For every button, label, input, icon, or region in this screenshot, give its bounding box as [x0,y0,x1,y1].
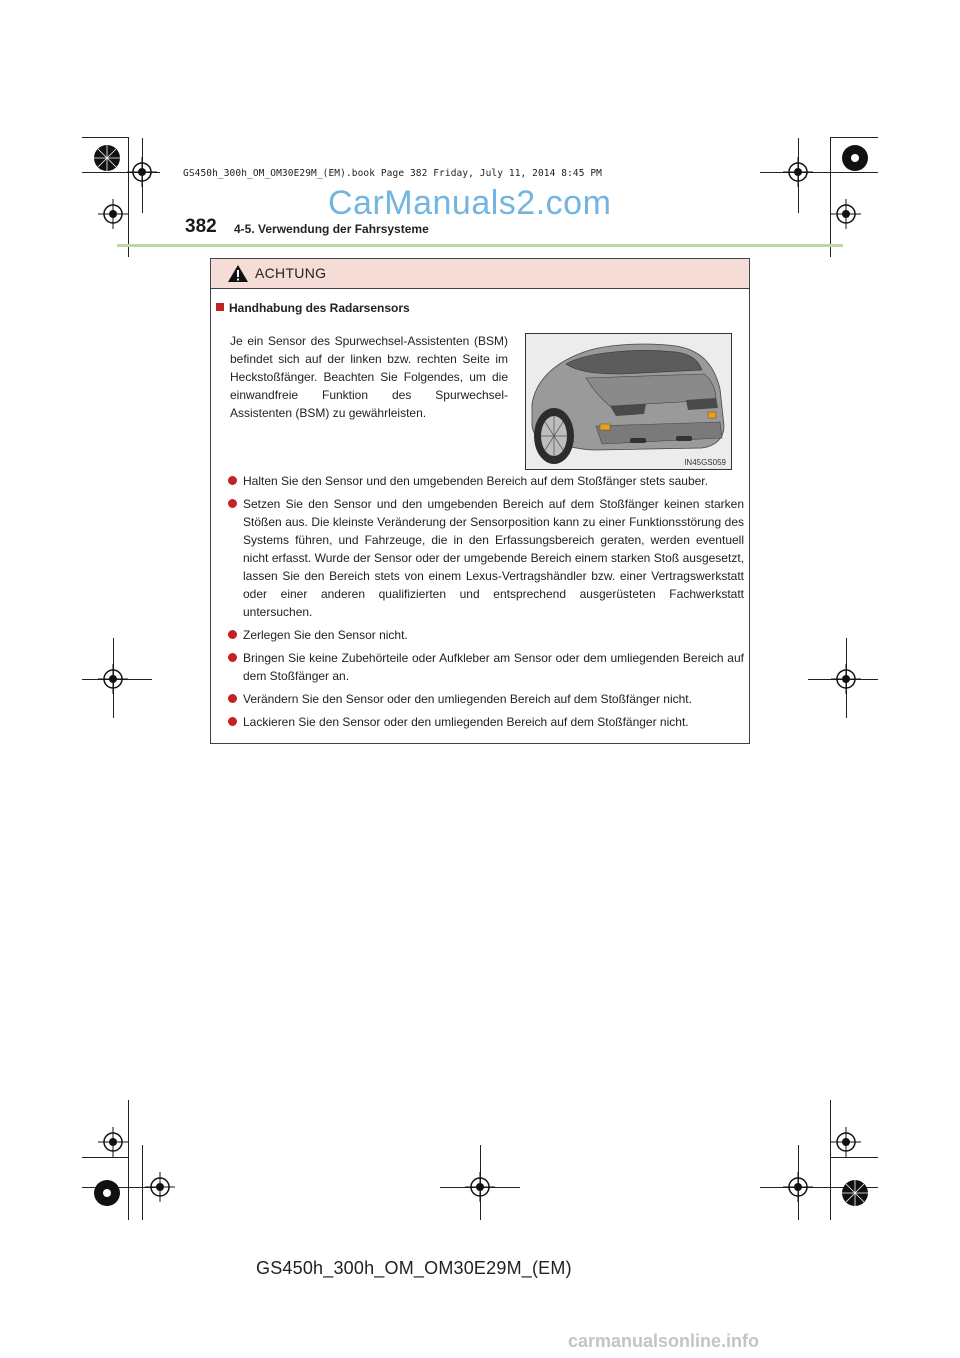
registration-mark-icon [98,199,128,229]
header-rule [117,244,843,247]
figure-label: IN45GS059 [684,458,726,467]
crop-mark [82,1157,128,1158]
crop-mark [830,137,878,138]
registration-mark-icon [840,143,870,173]
topic-heading [216,301,410,315]
car-rear-illustration [525,333,732,470]
registration-mark-icon [127,157,157,187]
registration-mark-icon [831,1127,861,1157]
book-info: GS450h_300h_OM_OM30E29M_(EM).book Page 382 Friday, July 11, 2014 8:45 PM [183,168,603,179]
bullet-dot-icon [228,630,237,639]
list-item: Zerlegen Sie den Sensor nicht. [226,626,744,644]
car-rear-drawing [526,334,731,469]
square-bullet-icon [216,303,224,311]
bullet-dot-icon [228,499,237,508]
crop-mark [128,137,129,257]
registration-mark-icon [831,199,861,229]
section-title: 4-5. Verwendung der Fahrsysteme [234,222,429,236]
bullet-dot-icon [228,653,237,662]
bullet-list [226,472,744,736]
crop-mark [830,1100,831,1220]
warning-header [211,259,749,289]
topic-text: Handhabung des Radarsensors [229,301,410,315]
bullet-dot-icon [228,694,237,703]
crop-mark [82,137,128,138]
intro-paragraph: Je ein Sensor des Spurwechsel-Assistenten (BSM) befindet sich auf der linken bzw. rechten Seite im Heckstoßfänger. Beachten Sie Folgendes, um die einwandfreie Funktion des Spurwechsel-Assistenten (BSM) zu gewährleisten. [230,334,508,420]
crop-mark [128,1100,129,1220]
crop-mark [830,1157,878,1158]
registration-mark-icon [92,143,122,173]
registration-mark-icon [98,1127,128,1157]
registration-mark-icon [783,1172,813,1202]
list-item: Lackieren Sie den Sensor oder den umliegenden Bereich auf dem Stoßfänger nicht. [226,713,744,731]
registration-mark-icon [92,1178,122,1208]
registration-mark-icon [465,1172,495,1202]
footer-watermark: carmanualsonline.info [568,1331,760,1351]
list-item: Verändern Sie den Sensor oder den umliegenden Bereich auf dem Stoßfänger nicht. [226,690,744,708]
warning-title: ACHTUNG [255,265,327,281]
page-number: 382 [185,216,217,237]
crop-mark [142,1145,143,1220]
registration-mark-icon [145,1172,175,1202]
registration-mark-icon [831,664,861,694]
list-item: Halten Sie den Sensor und den umgebenden Bereich auf dem Stoßfänger stets sauber. [226,472,744,490]
document-code: GS450h_300h_OM_OM30E29M_(EM) [256,1258,572,1278]
registration-mark-icon [783,157,813,187]
bullet-dot-icon [228,717,237,726]
watermark: CarManuals2.com [328,184,612,222]
bullet-dot-icon [228,476,237,485]
registration-mark-icon [98,664,128,694]
list-item: Bringen Sie keine Zubehörteile oder Aufkleber am Sensor oder dem umliegenden Bereich auf dem Stoßfänger an. [226,649,744,685]
crop-mark [830,137,831,257]
warning-triangle-icon [227,264,249,283]
list-item: Setzen Sie den Sensor und den umgebenden Bereich auf dem Stoßfänger keinen starken Stößen aus. Die kleinste Veränderung der Sensorposition kann zu einer Funktionsstörung des Systems führen, und Fahrzeuge, die in den Erfassungsbereich geraten, werden eventuell nicht erfasst. Wurde der Sensor oder der umgebende Bereich einem starken Stoß ausgesetzt, lassen Sie den Bereich stets von einem Lexus-Vertragshändler bzw. einer Vertragswerkstatt oder einer anderen qualifizierten und entsprechend ausgerüsteten Fachwerkstatt untersuchen. [226,495,744,621]
registration-mark-icon [840,1178,870,1208]
